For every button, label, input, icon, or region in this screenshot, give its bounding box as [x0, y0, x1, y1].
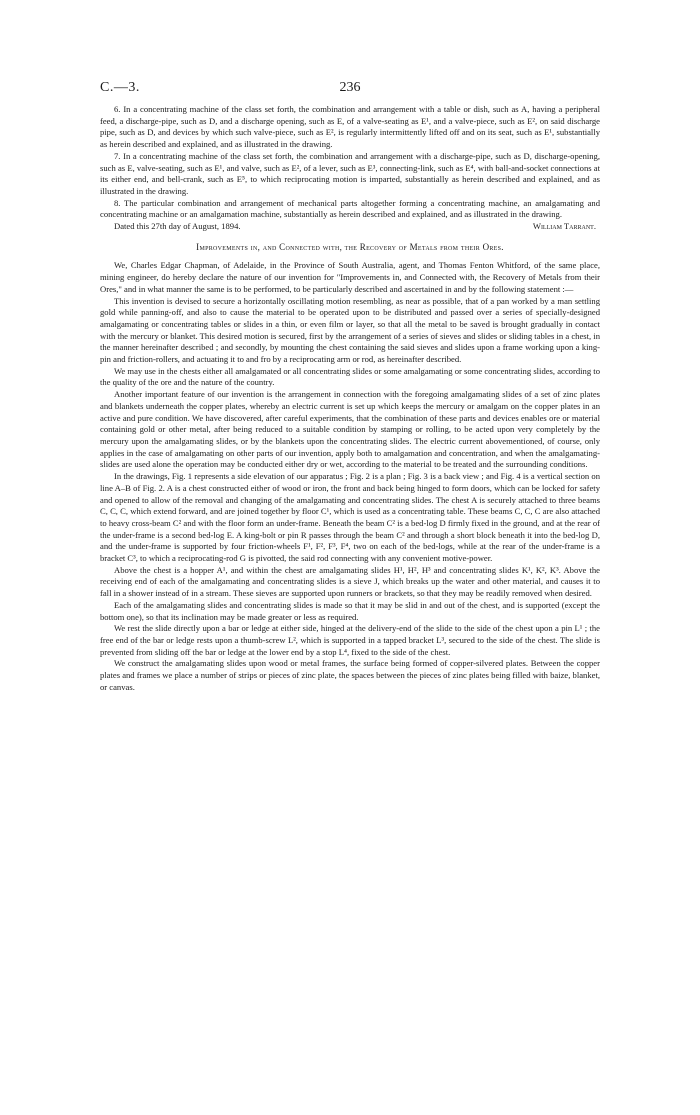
- paragraph: We, Charles Edgar Chapman, of Adelaide, in the Province of South Australia, agent, and Thomas Fenton Whitford, of the same place, mining engineer, do hereby declare the nature of our invention for "Improvements in, and Connected with, the Recovery of Metals from their Ores," and in what manner the same is to be performed, to be particularly described and ascertained in and by the following statement :—: [100, 260, 600, 294]
- dated-text: Dated this 27th day of August, 1894.: [114, 221, 241, 232]
- signature: William Tarrant.: [532, 221, 596, 232]
- claim-7: 7. In a concentrating machine of the class set forth, the combination and arrangement with a discharge-pipe, such as D, discharge-opening, such as E, valve-seating, such as E¹, and valve, such as E², of a lever, such as E³, connecting-link, such as E⁴, with ball-and-socket connections at its either end, and bell-crank, such as E⁵, to which reciprocating motion is imparted, substantially as herein described and explained, and as illustrated in the drawing.: [100, 150, 600, 196]
- claim-6: 6. In a concentrating machine of the class set forth, the combination and arrangement with a table or dish, such as A, having a peripheral feed, a discharge-pipe, such as D, and a discharge opening, such as E, of a valve-seating as E¹, and a valve-piece, such as E², on said discharge pipe, such as D, and devices by which such valve-piece, such as E², is regularly intermittently lifted off and on its seat, such as E¹, substantially as herein described and explained, and as illustrated in the drawing.: [100, 104, 600, 150]
- paragraph: This invention is devised to secure a horizontally oscillating motion resembling, as near as possible, that of a pan worked by a man settling gold while panning-off, and also to cause the material to be operated upon to be distributed and passed over a series of specially-designed amalgamating or concentrating tables or slides in a thin, or even film or layer, so that all the metal to be saved is brought gradually in contact with the mercury or blanket. This desired motion is secured, first by the arrangement of a series of sieves and slides or sliding tables in a chest, in the manner hereinafter described ; and secondly, by mounting the chest containing the said sieves and slides upon a frame working upon a king-pin and friction-rollers, and actuating it to and fro by a reciprocating arm or rod, as hereinafter described.: [100, 295, 600, 365]
- paragraph: In the drawings, Fig. 1 represents a side elevation of our apparatus ; Fig. 2 is a plan ; Fig. 3 is a back view ; and Fig. 4 is a vertical section on line A–B of Fig. 2. A is a chest constructed either of wood or iron, the front and back being hinged to form doors, which can be locked for safety and opened to allow of the removal and changing of the amalgamating and concentrating slides. The chest A is securely attached to three beams C, C, C, which extend forward, and are joined together by floor C¹, which is used as a concentrating table. These beams C, C, C are also attached to heavy cross-beam C² and with the floor form an under-frame. Beneath the beam C² is a bed-log D firmly fixed in the ground, and at the rear of the under-frame is a second bed-log E. A king-bolt or pin R passes through the beam C² and through a short block beneath it into the bed-log D, and the under-frame is supported by four friction-wheels F¹, F², F³, F⁴, two on each of the bed-logs, while at the rear of the under-frame is a bracket C³, to which a reciprocating-rod G is pivotted, the said rod connecting with any convenient motive-power.: [100, 471, 600, 564]
- paragraph: We rest the slide directly upon a bar or ledge at either side, hinged at the delivery-end of the slide to the side of the chest upon a pin L¹ ; the free end of the bar or ledge rests upon a thumb-screw L², which is supported in a tapped bracket L³, secured to the side of the chest. The slide is prevented from sliding off the bar or ledge at the lower end by a stop L⁴, fixed to the side of the chest.: [100, 623, 600, 657]
- paragraph: Another important feature of our invention is the arrangement in connection with the foregoing amalgamating slides of a set of zinc plates and blankets underneath the copper plates, whereby an electric current is set up which keeps the mercury or amalgam on the copper plates in an active and pure condition. We have discovered, after careful experiments, that the combination of these parts and devices enables ore or material containing gold or other metal, after being reduced to a suitable condition by stamping or rolling, to be acted upon very completely by the mercury upon the amalgamating slides, or by the blankets upon the concentrating slides. The electric current abovementioned, of course, only applies in the case of amalgamating on other parts of our invention, apply both to amalgamation and concentration, and when the amalgamating-slides are used alone the operation may be conducted either dry or wet, according to the material to be treated and the surrounding conditions.: [100, 389, 600, 470]
- date-line: [100, 221, 600, 233]
- document-page: [100, 80, 600, 693]
- section-code: C.—3.: [100, 80, 140, 95]
- paragraph: We construct the amalgamating slides upon wood or metal frames, the surface being formed of copper-silvered plates. Between the copper plates and frames we place a number of strips or pieces of zinc plate, the spaces between the pieces of zinc plates being filled with baize, blanket, or canvas.: [100, 658, 600, 692]
- section-title: Improvements in, and Connected with, the Recovery of Metals from their Ores.: [196, 241, 504, 252]
- page-header: [100, 80, 600, 104]
- paragraph: Above the chest is a hopper A¹, and within the chest are amalgamating slides H¹, H², H³ and concentrating slides K¹, K², K³. Above the receiving end of each of the amalgamating and concentrating slides is a sieve J, which breaks up the water and other material, and causes it to fall in a shower instead of in a stream. These sieves are supported upon runners or brackets, so that they may be readily removed when desired.: [100, 564, 600, 599]
- document-body: [100, 104, 600, 693]
- paragraph: We may use in the chests either all amalgamated or all concentrating slides or some amalgamating or some concentrating slides, according to the quality of the ore and the nature of the country.: [100, 365, 600, 388]
- claim-8: 8. The particular combination and arrangement of mechanical parts altogether forming a concentrating machine, an amalgamating and concentrating machine or an amalgamation machine, substantially as herein described and explained, and as illustrated in the drawing.: [100, 197, 600, 220]
- page-number: 236: [339, 80, 361, 95]
- paragraph: Each of the amalgamating slides and concentrating slides is made so that it may be slid in and out of the chest, and is supported (except the bottom one), so that its inclination may be made greater or less as required.: [100, 599, 600, 622]
